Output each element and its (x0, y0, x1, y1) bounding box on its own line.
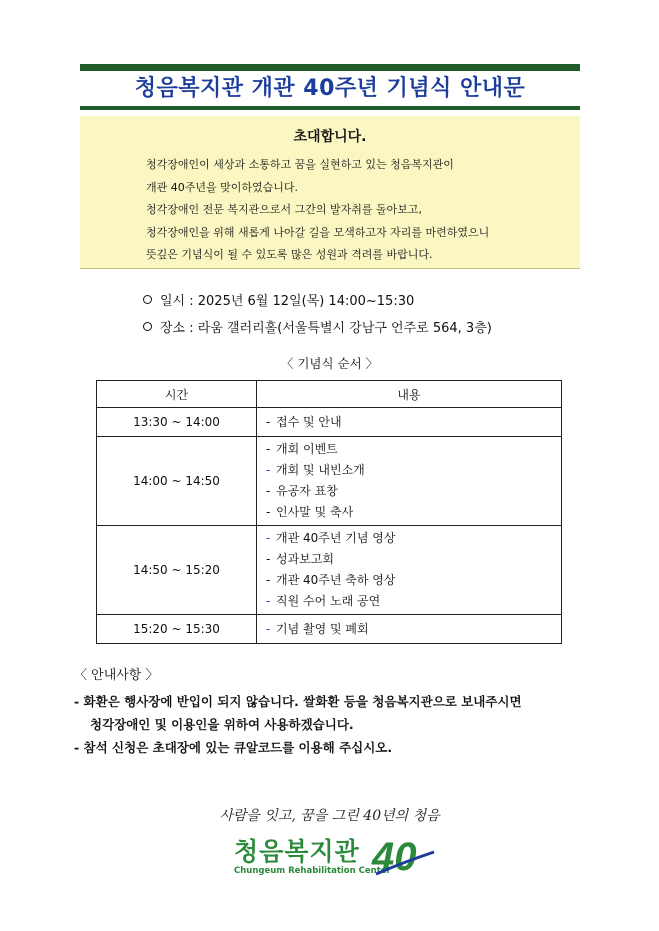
list-item: - 기념 촬영 및 폐회 (266, 621, 369, 636)
title-top-rule (80, 64, 580, 71)
schedule-title: 〈 기념식 순서 〉 (280, 356, 379, 371)
schedule-time: 14:50 ~ 15:20 (97, 526, 257, 615)
footer-slogan: 사람을 잇고, 꿈을 그린 40년의 청음 (219, 808, 440, 824)
guide-line: - 화환은 행사장에 반입이 되지 않습니다. 쌀화환 등을 청음복지관으로 보내주시면 (74, 694, 522, 709)
list-item: - 개관 40주년 기념 영상 (266, 531, 396, 545)
schedule-content (257, 408, 562, 437)
invitation-line: 청각장애인이 세상과 소통하고 꿈을 실현하고 있는 청음복지관이 (146, 158, 454, 171)
table-row (97, 615, 562, 644)
invitation-line: 청각장애인을 위해 새롭게 나아갈 길을 모색하고자 자리를 마련하였으니 (146, 225, 490, 239)
list-item: - 개관 40주년 축하 영상 (266, 573, 396, 587)
list-item: - 개회 및 내빈소개 (266, 463, 365, 477)
info-place (143, 317, 492, 336)
invitation-line: 청각장애인 전문 복지관으로서 그간의 발자취를 돌아보고, (146, 203, 423, 216)
invitation-line: 개관 40주년을 맞이하였습니다. (146, 180, 298, 194)
schedule-content (257, 526, 562, 615)
info-place-text: 장소 : 라움 갤러리홀(서울특별시 강남구 언주로 564, 3층) (160, 321, 492, 336)
logo-english-name: Chungeum Rehabilitation Center (234, 866, 391, 876)
column-header-time: 시간 (97, 381, 257, 408)
circle-bullet-icon (143, 295, 152, 304)
guide-notes (74, 690, 522, 759)
invitation-box (80, 116, 580, 269)
table-header-row (97, 381, 562, 408)
table-row (97, 526, 562, 615)
info-date-text: 일시 : 2025년 6월 12일(목) 14:00~15:30 (160, 294, 415, 309)
logo-korean-name: 청음복지관 (234, 837, 360, 866)
logo-mark-text: 40 (372, 835, 417, 878)
list-item: - 유공자 표창 (266, 484, 338, 498)
guide-title: 〈 안내사항 〉 (74, 668, 159, 683)
schedule-time: 13:30 ~ 14:00 (97, 408, 257, 437)
schedule-time: 15:20 ~ 15:30 (97, 615, 257, 644)
list-item: - 인사말 및 축사 (266, 505, 354, 519)
invitation-line: 뜻깊은 기념식이 될 수 있도록 많은 성원과 격려를 바랍니다. (146, 248, 433, 261)
schedule-content (257, 437, 562, 526)
info-date (143, 290, 414, 309)
page-title: 청음복지관 개관 40주년 기념식 안내문 (134, 76, 526, 101)
title-bottom-rule (80, 106, 580, 110)
invitation-heading: 초대합니다. (293, 129, 367, 145)
guide-line: 청각장애인 및 이용인을 위하여 사용하겠습니다. (90, 717, 354, 732)
list-item: - 성과보고회 (266, 552, 334, 566)
schedule-table (96, 380, 562, 644)
schedule-content (257, 615, 562, 644)
invitation-text (146, 154, 489, 267)
circle-bullet-icon (143, 322, 152, 331)
anniversary-40-icon (370, 832, 436, 878)
table-row (97, 408, 562, 437)
schedule-time: 14:00 ~ 14:50 (97, 437, 257, 526)
list-item: - 개회 이벤트 (266, 442, 338, 456)
center-logo (234, 832, 434, 882)
list-item: - 직원 수어 노래 공연 (266, 594, 381, 608)
table-row (97, 437, 562, 526)
guide-line: - 참석 신청은 초대장에 있는 큐알코드를 이용해 주십시오. (74, 740, 393, 755)
column-header-content: 내용 (257, 381, 562, 408)
list-item: - 접수 및 안내 (266, 414, 342, 429)
